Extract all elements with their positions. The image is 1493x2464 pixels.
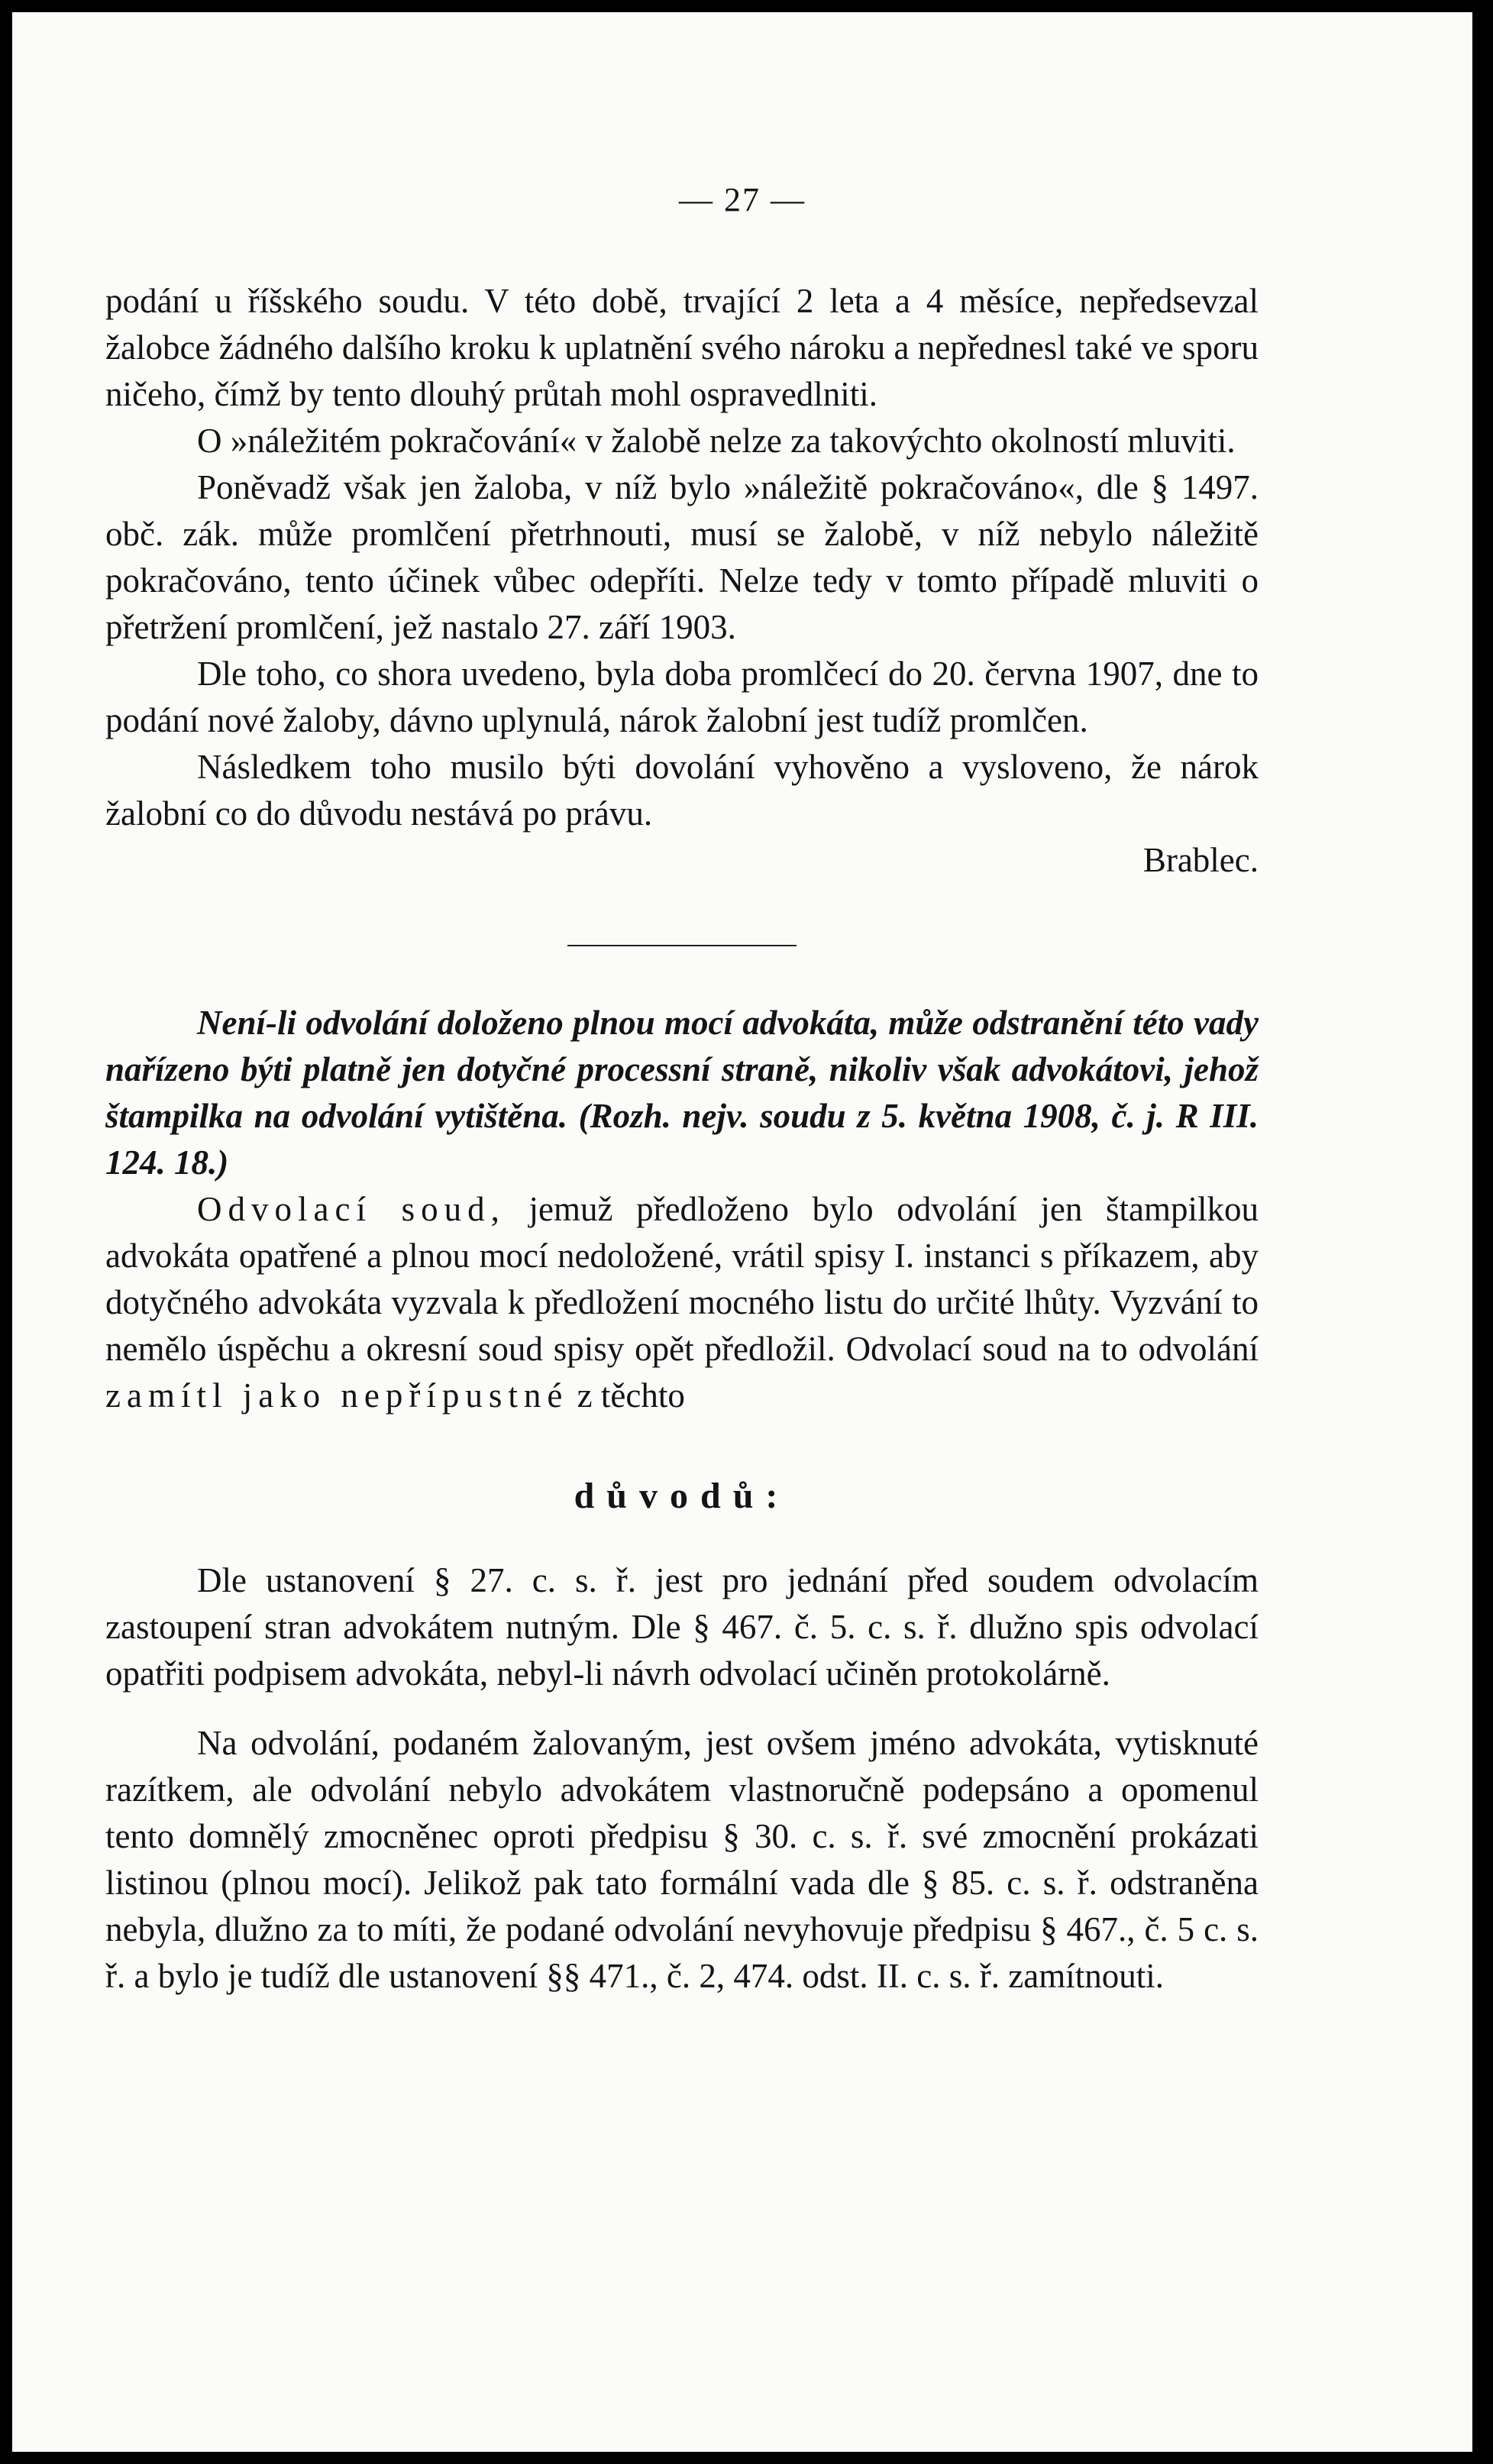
signature: Brablec.	[1142, 841, 1259, 879]
section-divider	[567, 945, 797, 946]
paragraph-1: podání u říšského soudu. V této době, trvající 2 leta a 4 měsíce, nepředsevzal žalobce žádného dalšího kroku k uplatnění svého nároku a nepřednesl také ve sporu ničeho, čímž by tento dlouhý průtah mohl ospravedlniti.	[105, 282, 1259, 413]
page-body	[105, 278, 1259, 2000]
intro-spaced-verdict: zamítl jako nepřípustné	[105, 1376, 569, 1415]
reasons-paragraph-1: Dle ustanovení § 27. c. s. ř. jest pro jednání před soudem odvolacím zastoupení stran advokátem nutným. Dle § 467. č. 5. c. s. ř. dlužno spis odvolací opatřiti podpisem advokáta, nebyl-li návrh odvolací učiněn protokolárně.	[105, 1561, 1259, 1693]
reasons-paragraph-2: Na odvolání, podaném žalovaným, jest ovšem jméno advokáta, vytisknuté razítkem, ale odvolání nebylo advokátem vlastnoručně podepsáno a opomenul tento domnělý zmocněnec oproti předpisu § 30. c. s. ř. své zmocnění prokázati listinou (plnou mocí). Jelikož pak tato formální vada dle § 85. c. s. ř. odstraněna nebyla, dlužno za to míti, že podané odvolání nevyhovuje předpisu § 467., č. 5 c. s. ř. a bylo je tudíž dle ustanovení §§ 471., č. 2, 474. odst. II. c. s. ř. zamítnouti.	[105, 1724, 1259, 1995]
intro-spaced-text: Odvolací soud,	[197, 1190, 506, 1228]
paragraph-2: O »náležitém pokračování« v žalobě nelze za takovýchto okolností mluviti.	[197, 422, 1236, 460]
paragraph-4: Dle toho, co shora uvedeno, byla doba promlčecí do 20. června 1907, dne to podání nové žaloby, dávno uplynulá, nárok žalobní jest tudíž promlčen.	[105, 655, 1259, 739]
paragraph-3: Poněvadž však jen žaloba, v níž bylo »náležitě pokračováno«, dle § 1497. obč. zák. může promlčení přetrhnouti, musí se žalobě, v níž nebylo náležitě pokračováno, tento účinek vůbec odepříti. Nelze tedy v tomto případě mluviti o přetržení promlčení, jež nastalo 27. září 1903.	[105, 468, 1259, 646]
intro-end: z těchto	[568, 1376, 685, 1415]
intro-paragraph	[105, 1186, 1259, 1419]
reasons-heading: důvodů:	[574, 1476, 790, 1516]
intro-text: jemuž předloženo bylo odvolání jen štampilkou advokáta opatřené a plnou mocí nedoložené, vrátil spisy I. instanci s příkazem, aby dotyčného advokáta vyzvala k předložení mocného listu do určité lhůty. Vyzvání to nemělo úspěchu a okresní soud spisy opět předložil. Odvolací soud na to odvolání	[105, 1190, 1259, 1368]
headnote: Není-li odvolání doloženo plnou mocí advokáta, může odstranění této vady nařízeno býti platně jen dotyčné processní straně, nikoliv však advokátovi, jehož štampilka na odvolání vytištěna. (Rozh. nejv. soudu z 5. května 1908, č. j. R III. 124. 18.)	[105, 1004, 1259, 1182]
paragraph-5: Následkem toho musilo býti dovolání vyhověno a vysloveno, že nárok žalobní co do důvodu nestává po právu.	[105, 748, 1259, 833]
document-page	[12, 12, 1472, 2452]
page-number: — 27 —	[679, 181, 806, 218]
